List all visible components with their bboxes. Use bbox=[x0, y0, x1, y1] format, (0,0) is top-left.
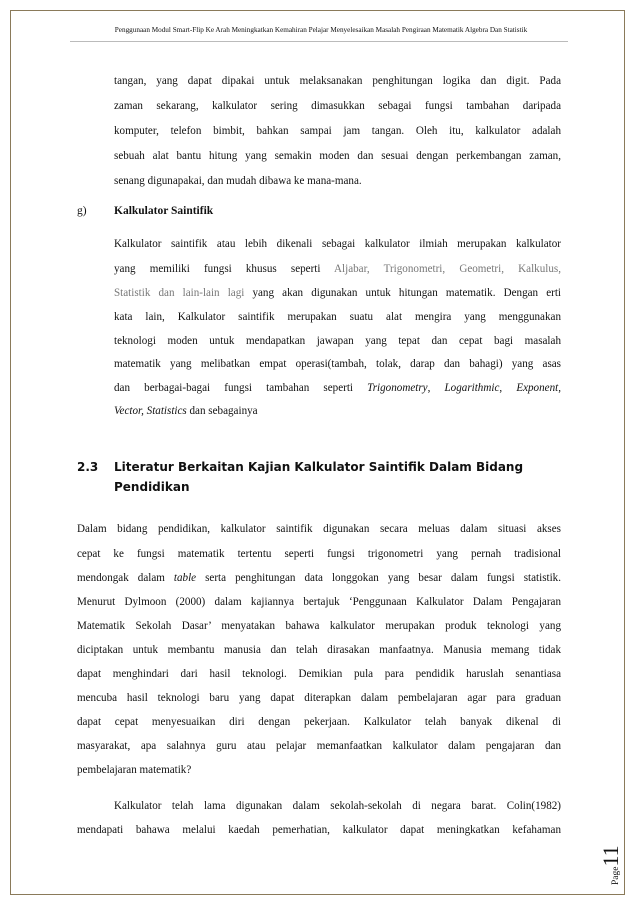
para2-line: Vector, Statistics dan sebagainya bbox=[114, 405, 258, 417]
list-label-g: g) bbox=[77, 205, 87, 217]
para1-line: zaman sekarang, kalkulator sering dimasukkan sebagai fungsi tambahan daripada bbox=[114, 100, 561, 112]
para3-line: pembelajaran matematik? bbox=[77, 764, 192, 776]
para2-line: Statistik dan lain-lain lagi yang akan digunakan untuk hitungan matematik. Dengan erti bbox=[114, 287, 561, 299]
para3-line: diciptakan untuk membantu manusia dan telah dirasakan manfaatnya. Manusia memang tidak bbox=[77, 644, 561, 656]
para1-line: tangan, yang dapat dipakai untuk melaksanakan penghitungan logika dan digit. Pada bbox=[114, 75, 561, 87]
page-number-value: 11 bbox=[598, 845, 623, 867]
para2-line: teknologi moden untuk mendapatkan jawapan yang tepat dan cepat bagi masalah bbox=[114, 335, 561, 347]
para4-line: Kalkulator telah lama digunakan dalam sekolah-sekolah di negara barat. Colin(1982) bbox=[114, 800, 561, 812]
para3-line: Menurut Dylmoon (2000) dalam kajiannya bertajuk ‘Penggunaan Kalkulator Dalam Pengajaran bbox=[77, 596, 561, 608]
para2-line: kata lain, Kalkulator saintifik merupakan suatu alat mengira yang menggunakan bbox=[114, 311, 561, 323]
para1-line: komputer, telefon bimbit, bahkan sampai jam tangan. Oleh itu, kalkulator adalah bbox=[114, 125, 561, 137]
para3-line: masyarakat, apa salahnya guru atau pelajar memanfaatkan kalkulator dalam pengajaran dan bbox=[77, 740, 561, 752]
para2-line: dan berbagai-bagai fungsi tambahan seperti Trigonometry, Logarithmic, Exponent, bbox=[114, 382, 561, 394]
para3-line: mencuba hasil teknologi baru yang dapat diterapkan dalam pembelajaran agar para graduan bbox=[77, 692, 561, 704]
highlighted-text: Statistik dan lain-lain lagi bbox=[114, 287, 245, 299]
para1-line: sebuah alat bantu hitung yang semakin moden dan sesuai dengan perkembangan zaman, bbox=[114, 150, 561, 162]
page-frame bbox=[10, 10, 625, 895]
page-number bbox=[598, 770, 623, 890]
page-label: Page bbox=[611, 866, 621, 885]
highlighted-text: Aljabar, Trigonometri, Geometri, Kalkulus, bbox=[334, 263, 561, 275]
running-header: Penggunaan Modul Smart-Flip Ke Arah Meningkatkan Kemahiran Pelajar Menyelesaikan Masalah Pengiraan Matematik Algebra Dan Statistik bbox=[114, 26, 528, 34]
section-title: Literatur Berkaitan Kajian Kalkulator Saintifik Dalam Bidang bbox=[114, 460, 524, 474]
para3-line: dapat menghindari dari hasil teknologi. Demikian pula para pendidik haruslah senantiasa bbox=[77, 668, 561, 680]
para3-line: cepat ke fungsi matematik tertentu seperti fungsi trigonometri yang pernah tradisional bbox=[77, 548, 561, 560]
para2-line: yang memiliki fungsi khusus seperti Aljabar, Trigonometri, Geometri, Kalkulus, bbox=[114, 263, 561, 275]
para2-line: Kalkulator saintifik atau lebih dikenali sebagai kalkulator ilmiah merupakan kalkulator bbox=[114, 238, 561, 250]
para2-line: matematik yang melibatkan empat operasi(tambah, tolak, darap dan bahagi) yang asas bbox=[114, 358, 561, 370]
para4-line: mendapati bahawa melalui kaedah pemerhatian, kalkulator dapat meningkatkan kefahaman bbox=[77, 824, 561, 836]
header-rule bbox=[70, 41, 568, 42]
para1-line: senang digunapakai, dan mudah dibawa ke mana-mana. bbox=[114, 175, 362, 187]
subheading-kalkulator-saintifik: Kalkulator Saintifik bbox=[114, 205, 214, 217]
para3-line: Matematik Sekolah Dasar’ menyatakan bahawa kalkulator merupakan produk teknologi yang bbox=[77, 620, 561, 632]
para3-line: dapat cepat menyesuaikan diri dengan pekerjaan. Kalkulator telah banyak dikenal di bbox=[77, 716, 561, 728]
section-title: Pendidikan bbox=[114, 480, 190, 494]
section-number: 2.3 bbox=[77, 460, 99, 474]
para3-line: mendongak dalam table serta penghitungan data longgokan yang besar dalam fungsi statistik. bbox=[77, 572, 561, 584]
para3-line: Dalam bidang pendidikan, kalkulator saintifik digunakan secara meluas dalam situasi akses bbox=[77, 523, 561, 535]
